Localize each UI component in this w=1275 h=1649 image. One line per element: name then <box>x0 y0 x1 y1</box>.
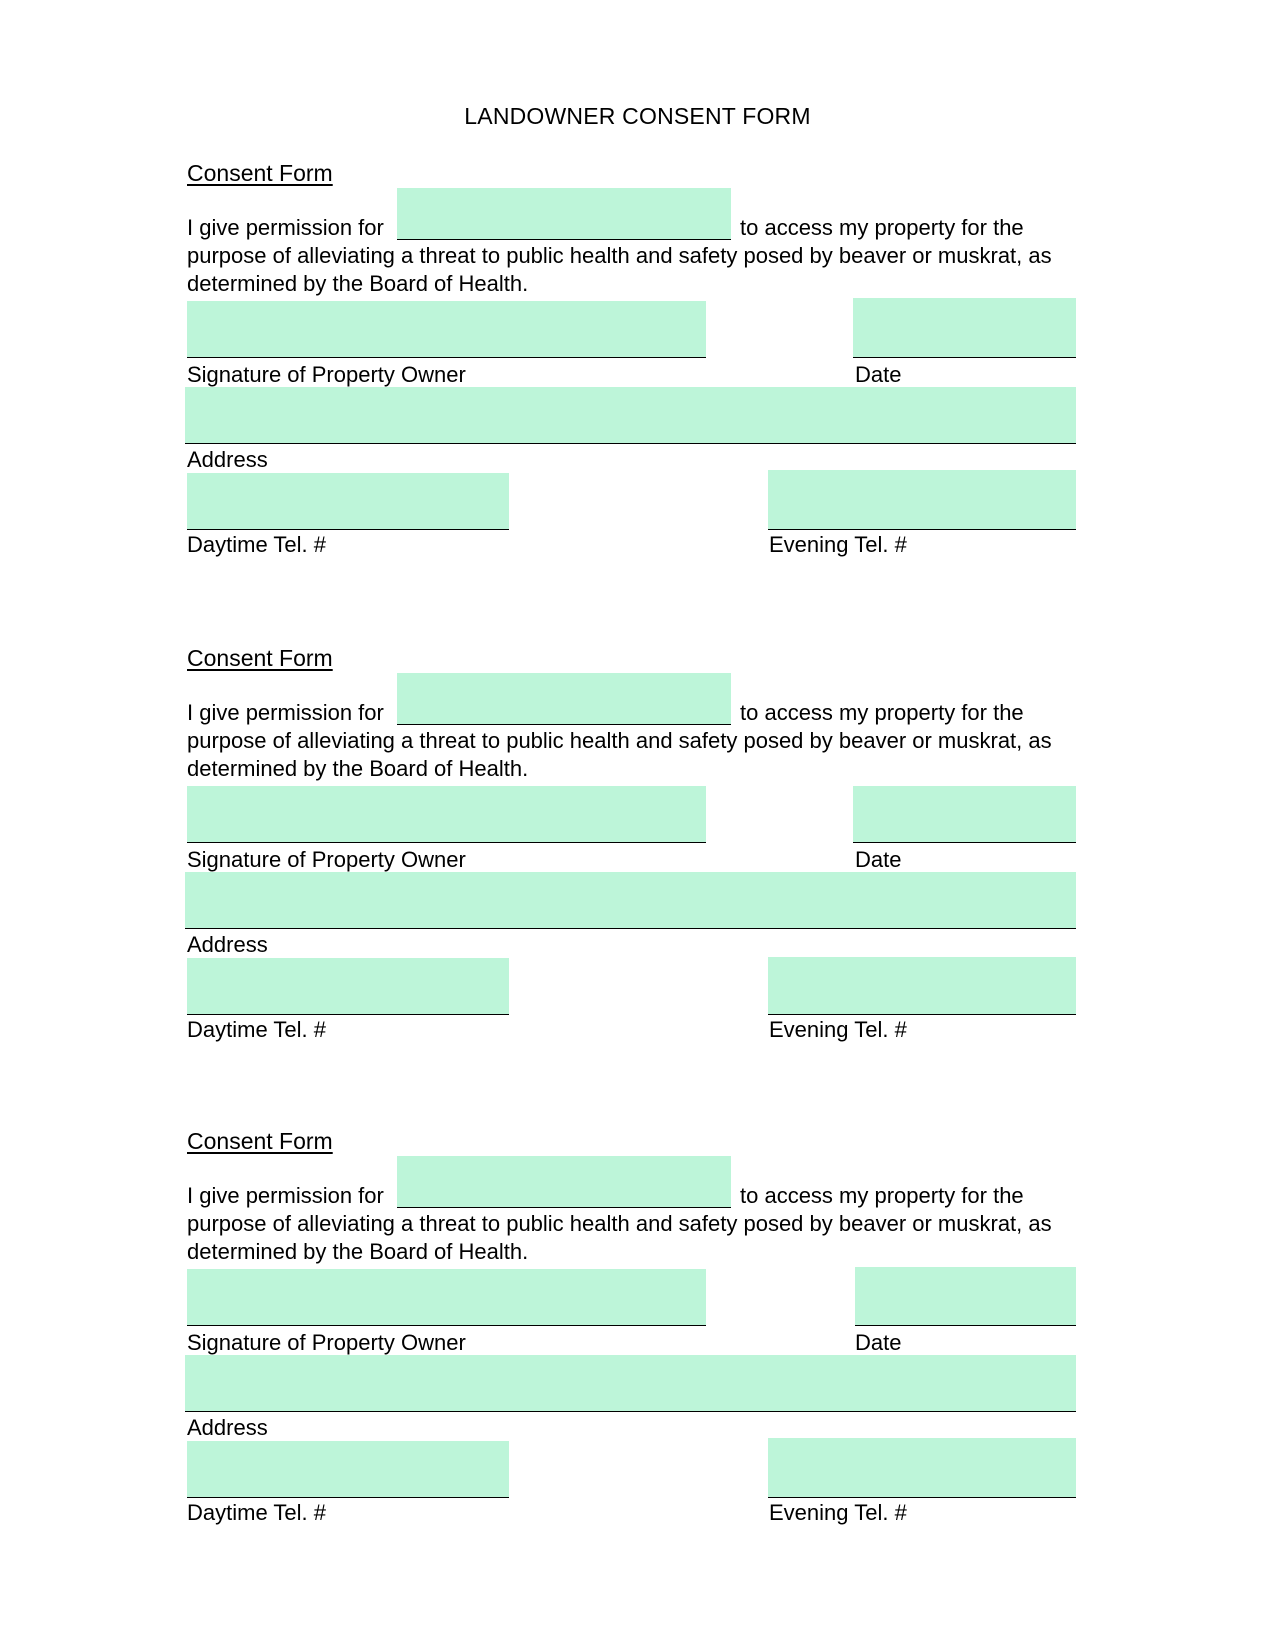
signature-label: Signature of Property Owner <box>187 362 466 387</box>
daytime-tel-label: Daytime Tel. # <box>187 1500 326 1525</box>
signature-label: Signature of Property Owner <box>187 1330 466 1355</box>
permission-suffix: to access my property for the <box>740 700 1024 725</box>
permission-suffix: to access my property for the <box>740 215 1024 240</box>
date-label: Date <box>855 362 902 387</box>
permission-prefix: I give permission for <box>187 215 384 240</box>
address-label: Address <box>187 447 268 472</box>
evening-tel-field[interactable] <box>768 957 1076 1015</box>
determined-text: determined by the Board of Health. <box>187 756 529 781</box>
signature-label: Signature of Property Owner <box>187 847 466 872</box>
date-label: Date <box>855 847 902 872</box>
purpose-text: purpose of alleviating a threat to public health and safety posed by beaver or muskrat, as <box>187 243 1052 268</box>
consent-form-3 <box>0 1128 1275 1568</box>
address-field[interactable] <box>185 1355 1076 1412</box>
consent-form-1 <box>0 160 1275 600</box>
form-heading: Consent Form <box>187 1128 333 1154</box>
evening-tel-label: Evening Tel. # <box>769 532 907 557</box>
daytime-tel-field[interactable] <box>187 473 509 530</box>
address-field[interactable] <box>185 872 1076 929</box>
evening-tel-field[interactable] <box>768 470 1076 530</box>
page-title: LANDOWNER CONSENT FORM <box>464 103 811 129</box>
date-field[interactable] <box>853 298 1076 358</box>
permission-grantee-field[interactable] <box>397 1156 731 1208</box>
signature-field[interactable] <box>187 1269 706 1326</box>
permission-grantee-field[interactable] <box>397 673 731 725</box>
determined-text: determined by the Board of Health. <box>187 271 529 296</box>
determined-text: determined by the Board of Health. <box>187 1239 529 1264</box>
form-heading: Consent Form <box>187 160 333 186</box>
consent-form-2 <box>0 645 1275 1085</box>
daytime-tel-label: Daytime Tel. # <box>187 532 326 557</box>
evening-tel-label: Evening Tel. # <box>769 1500 907 1525</box>
permission-prefix: I give permission for <box>187 1183 384 1208</box>
purpose-text: purpose of alleviating a threat to public health and safety posed by beaver or muskrat, as <box>187 1211 1052 1236</box>
address-label: Address <box>187 1415 268 1440</box>
permission-grantee-field[interactable] <box>397 188 731 240</box>
date-field[interactable] <box>853 786 1076 843</box>
signature-field[interactable] <box>187 786 706 843</box>
daytime-tel-field[interactable] <box>187 1441 509 1498</box>
daytime-tel-field[interactable] <box>187 958 509 1015</box>
permission-suffix: to access my property for the <box>740 1183 1024 1208</box>
date-label: Date <box>855 1330 902 1355</box>
evening-tel-label: Evening Tel. # <box>769 1017 907 1042</box>
daytime-tel-label: Daytime Tel. # <box>187 1017 326 1042</box>
address-label: Address <box>187 932 268 957</box>
purpose-text: purpose of alleviating a threat to public health and safety posed by beaver or muskrat, as <box>187 728 1052 753</box>
evening-tel-field[interactable] <box>768 1438 1076 1498</box>
address-field[interactable] <box>185 387 1076 444</box>
permission-prefix: I give permission for <box>187 700 384 725</box>
form-heading: Consent Form <box>187 645 333 671</box>
date-field[interactable] <box>855 1267 1076 1326</box>
signature-field[interactable] <box>187 301 706 358</box>
